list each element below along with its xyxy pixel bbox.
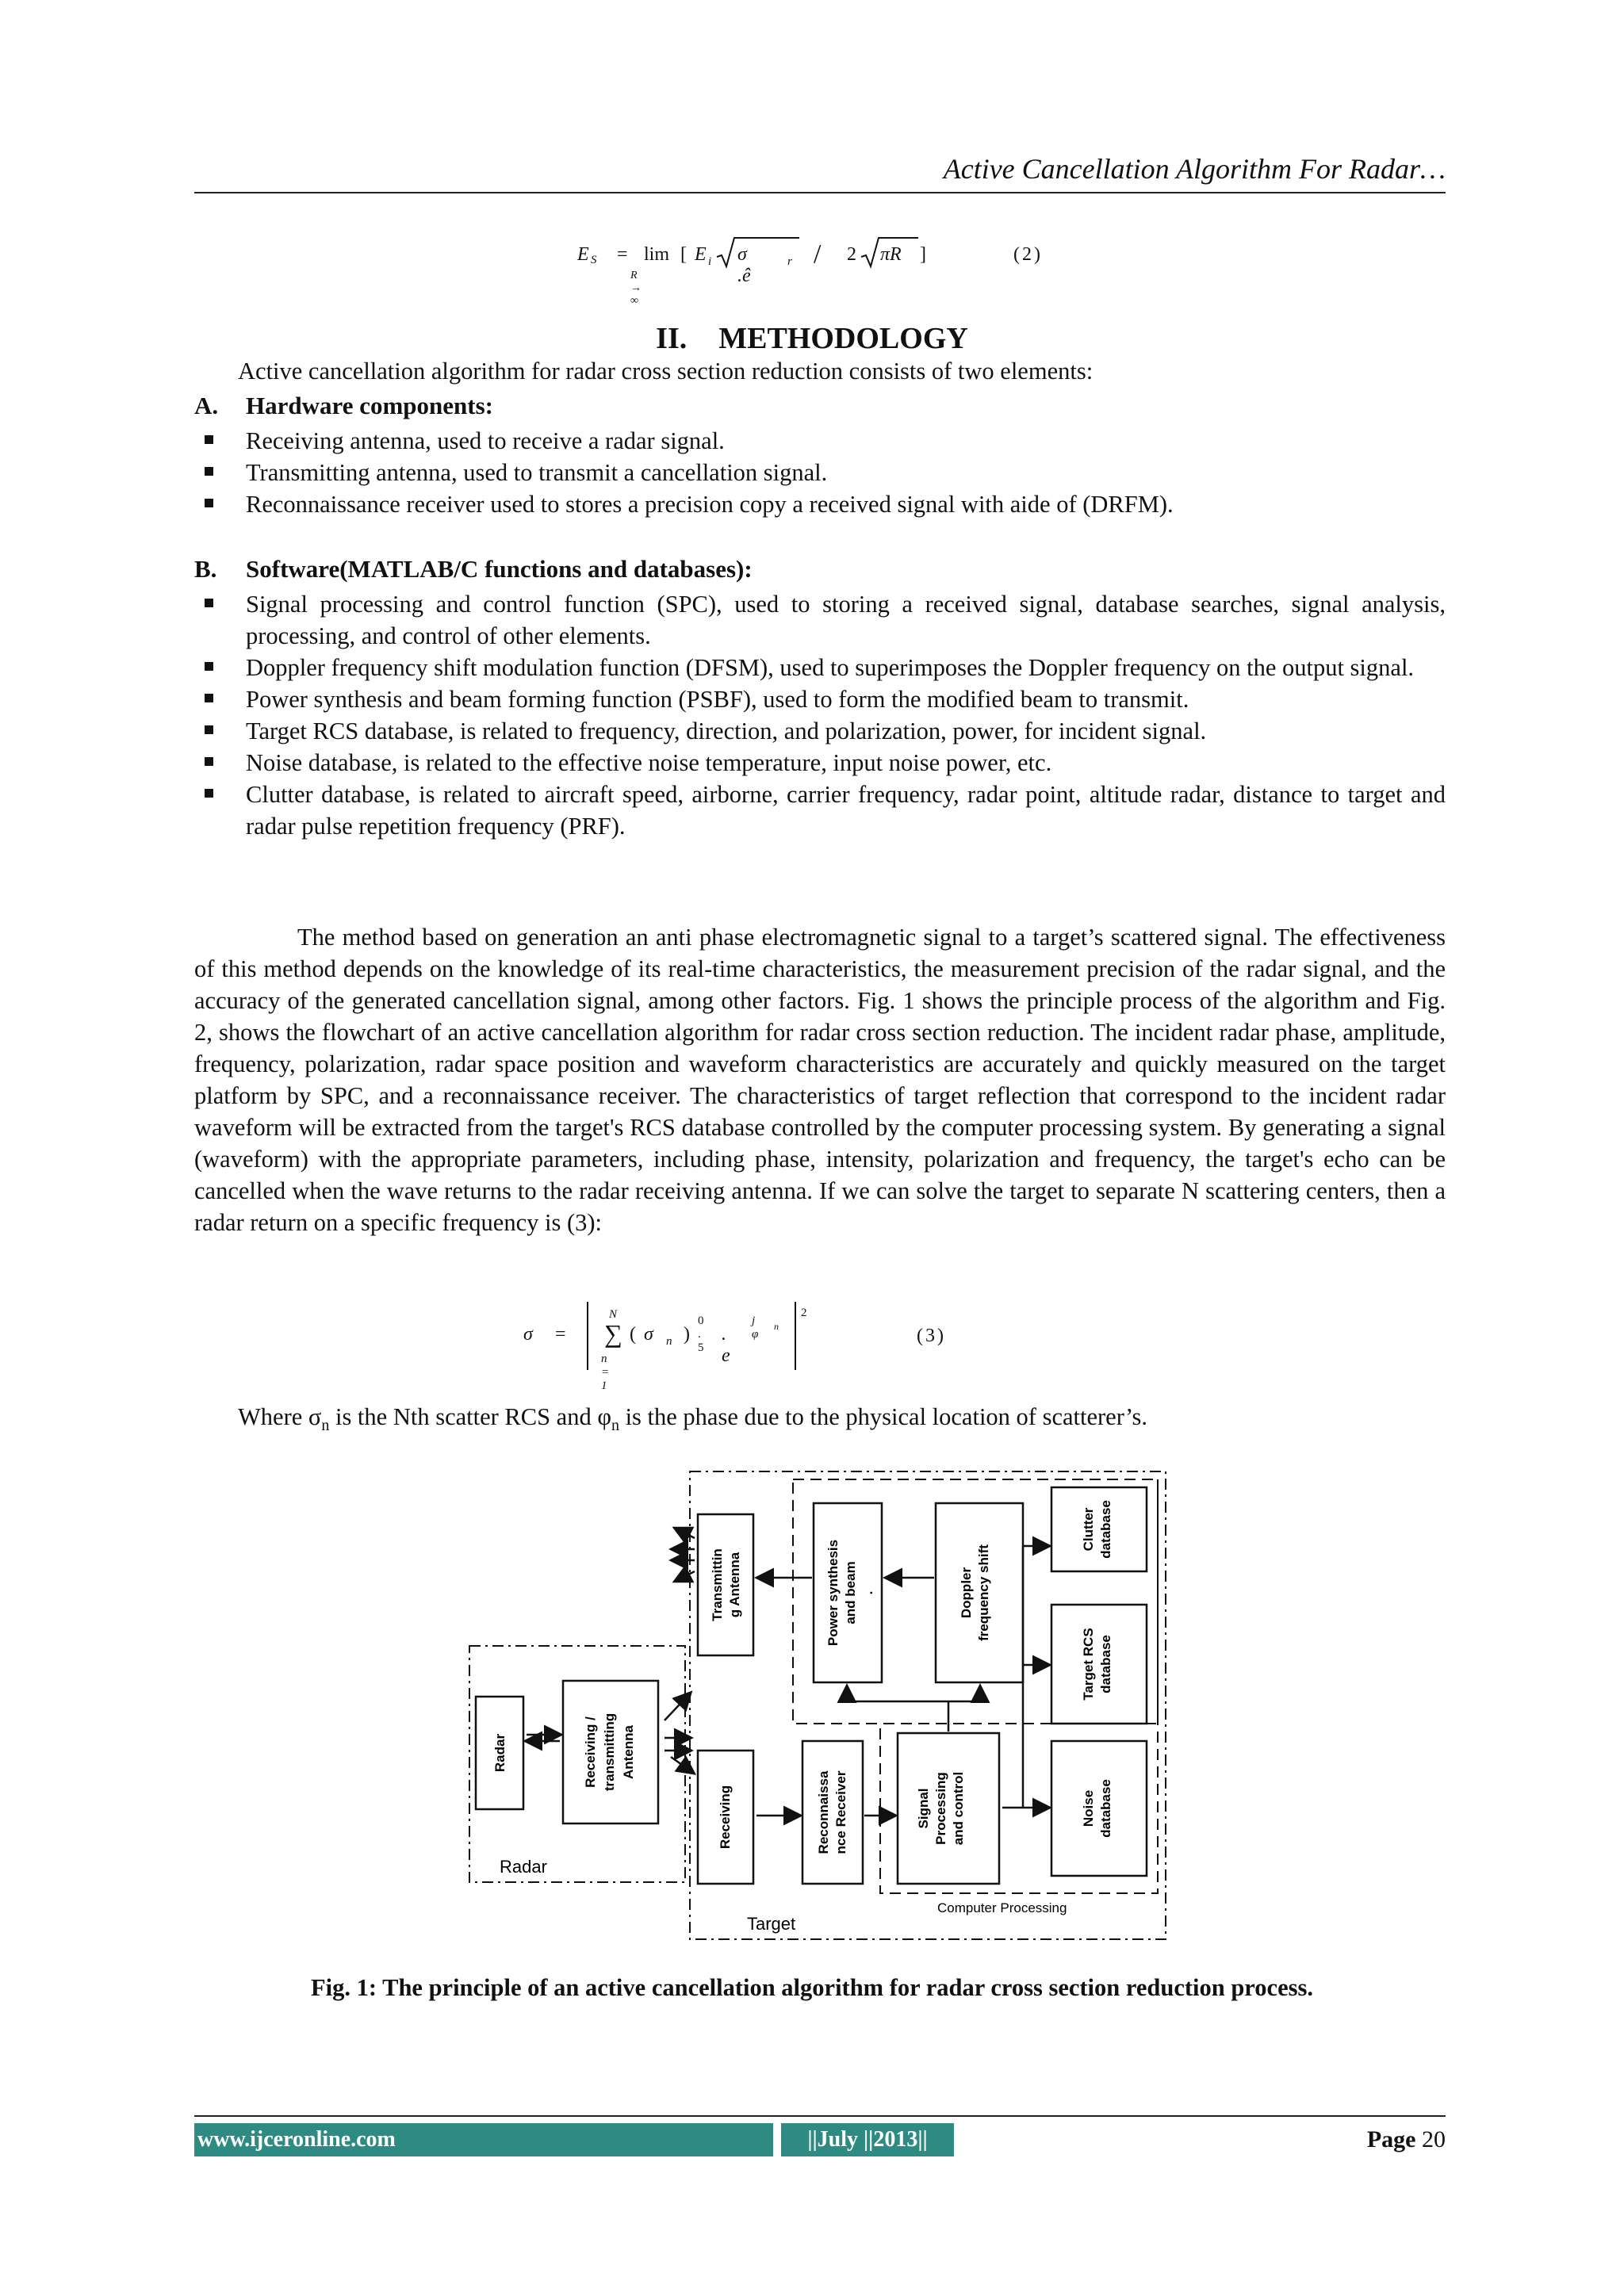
software-heading [194, 555, 753, 584]
radiate-arrow [676, 1571, 695, 1581]
target-rcs-database-label-1: Target RCS [1081, 1628, 1096, 1701]
eq3-dot-e: . e [722, 1324, 730, 1366]
eq3-sum-symbol: ∑ [604, 1319, 622, 1348]
eq3-sum-top: N [609, 1308, 618, 1321]
eq2-ei-sub: i [708, 255, 712, 268]
radar-block-label: Radar [492, 1733, 508, 1773]
list-item: Target RCS database, is related to frequency, direction, and polarization, power, for incident signal. [194, 715, 1446, 747]
eq2-er-sub: r [787, 255, 792, 268]
eq3-sigma-sub: n [666, 1335, 672, 1348]
methodology-intro: Active cancellation algorithm for radar cross section reduction consists of two elements: [238, 358, 1094, 385]
reconnaissance-label-1: Reconnaissa [816, 1770, 831, 1854]
footer-rule [194, 2115, 1446, 2117]
wave-arrow [665, 1693, 690, 1720]
eq2-equals: = [617, 244, 628, 265]
power-synthesis-label-2: and beam [843, 1561, 858, 1624]
signal-processing-block [898, 1733, 999, 1884]
footer-page [1367, 2123, 1446, 2156]
transmitting-antenna-block [698, 1514, 753, 1655]
eq3-abs-right [791, 1300, 799, 1372]
where-text-1: Where σ [238, 1403, 322, 1430]
list-item: Doppler frequency shift modulation function (DFSM), used to superimposes the Doppler frequency on the output signal. [194, 652, 1446, 683]
target-region-label: Target [747, 1914, 796, 1934]
eq2-bracket-close: ] [920, 244, 926, 265]
footer [194, 2123, 1446, 2156]
list-item: Noise database, is related to the effective noise temperature, input noise power, etc. [194, 747, 1446, 779]
figure-caption: Fig. 1: The principle of an active cancellation algorithm for radar cross section reduction process. [311, 1974, 1313, 2001]
doppler-label-1: Doppler [959, 1567, 974, 1619]
eq3-exp-sub: n [774, 1321, 779, 1332]
eq3-lhs: σ [523, 1324, 533, 1345]
eq3-outer-power: 2 [801, 1307, 807, 1319]
eq2-slash: / [814, 239, 822, 269]
eq3-equals: = [555, 1324, 566, 1345]
hardware-heading [194, 392, 493, 420]
radiate-arrow [676, 1529, 695, 1538]
eq2-lim: lim [644, 244, 670, 265]
eq2-bracket-open: [ [680, 244, 687, 265]
eq2-lhs: E [577, 244, 589, 265]
eq2-lhs-sub: S [591, 254, 597, 266]
list-item: Reconnaissance receiver used to stores a precision copy a received signal with aide of (DRFM). [194, 488, 1446, 520]
power-synthesis-label-1: Power synthesis [825, 1539, 841, 1647]
section-number: II. [656, 322, 688, 355]
reconnaissance-label-2: nce Receiver [833, 1770, 848, 1854]
noise-database-label-1: Noise [1081, 1789, 1096, 1827]
signal-processing-label-3: and control [951, 1771, 966, 1846]
eq3-paren-open: ( [630, 1324, 636, 1345]
footer-page-number: 20 [1422, 2126, 1446, 2152]
noise-database-label-2: database [1098, 1779, 1113, 1838]
transmitting-antenna-label-1: Transmittin [710, 1548, 725, 1621]
rx-tx-antenna-label-2: transmitting [602, 1712, 617, 1792]
list-item: Signal processing and control function (SPC), used to storing a received signal, database searches, signal analysis, processing, and control of other elements. [194, 588, 1446, 652]
receiving-label: Receiving [718, 1785, 733, 1850]
hardware-letter: A. [194, 392, 219, 419]
footer-date: ||July ||2013|| [781, 2123, 954, 2156]
section-heading [0, 321, 1624, 356]
software-title: Software(MATLAB/C functions and databases): [246, 555, 753, 583]
eq2-two: 2 [847, 244, 856, 265]
eq2-number: (2) [1013, 244, 1043, 265]
clutter-database-label-1: Clutter [1081, 1507, 1096, 1552]
eq2-lim-sub: R → ∞ [630, 270, 642, 307]
computer-region-label: Computer Processing [937, 1900, 1067, 1915]
signal-processing-label-2: Processing [933, 1772, 948, 1845]
eq3-power: 0 . 5 [698, 1314, 704, 1354]
software-letter: B. [194, 555, 217, 583]
software-list [194, 588, 1446, 842]
where-sub-1: n [321, 1417, 330, 1435]
list-item: Transmitting antenna, used to transmit a cancellation signal. [194, 457, 1446, 488]
eq3-paren-close: ) [684, 1324, 690, 1345]
section-title: METHODOLOGY [718, 322, 968, 355]
radar-region-label: Radar [500, 1857, 547, 1877]
header-rule [194, 192, 1446, 193]
reconnaissance-receiver-block [802, 1741, 863, 1884]
where-text-3: is the phase due to the physical location of scatterer’s. [619, 1403, 1147, 1430]
eq3-abs-left [584, 1300, 592, 1372]
signal-processing-label-1: Signal [916, 1788, 931, 1829]
running-title: Active Cancellation Algorithm For Radar… [943, 153, 1446, 185]
where-text-2: is the Nth scatter RCS and φ [329, 1403, 611, 1430]
eq3-number: (3) [917, 1326, 946, 1346]
hardware-list [194, 425, 1446, 520]
eq3-sigma: σ [644, 1324, 653, 1345]
transmitting-antenna-label-2: g Antenna [727, 1552, 742, 1618]
eq2-sqrt-content: σ .ê [737, 244, 751, 286]
figure-1-diagram [452, 1459, 1174, 1950]
rx-tx-antenna-label-3: Antenna [621, 1725, 636, 1779]
clutter-database-label-2: database [1098, 1500, 1113, 1559]
list-item: Receiving antenna, used to receive a radar signal. [194, 425, 1446, 457]
eq3-sum-bottom: n = 1 [601, 1353, 610, 1392]
eq2-sqrt2-content: πR [880, 244, 902, 265]
doppler-label-2: frequency shift [976, 1544, 991, 1641]
list-item: Clutter database, is related to aircraft speed, airborne, carrier frequency, radar point, altitude radar, distance to target and radar pulse repetition frequency (PRF). [194, 779, 1446, 842]
footer-website: www.ijceronline.com [194, 2123, 773, 2156]
eq3-exp: j φ [752, 1314, 759, 1341]
body-paragraph: The method based on generation an anti phase electromagnetic signal to a target’s scattered signal. The effectiveness of this method depends on the knowledge of its real-time characteristics, the measurement precision of the radar signal, and the accuracy of the generated cancellation signal, among other factors. Fig. 1 shows the principle process of the algorithm and Fig. 2, shows the flowchart of an active cancellation algorithm for radar cross section reduction. The incident radar phase, amplitude, frequency, polarization, radar space position and waveform characteristics are accurately and quickly measured on the target platform by SPC, and a reconnaissance receiver. The characteristics of target reflection that correspond to the incident radar waveform will be extracted from the target's RCS database controlled by the computer processing system. By generating a signal (waveform) with the appropriate parameters, including phase, intensity, polarization and frequency, the target's echo can be cancelled when the wave returns to the radar receiving antenna. If we can solve the target to separate N scattering centers, then a radar return on a specific frequency is (3): [194, 924, 1446, 1236]
eq2-ei: E [695, 244, 707, 265]
target-rcs-database-label-2: database [1098, 1635, 1113, 1693]
list-item: Power synthesis and beam forming function (PSBF), used to form the modified beam to transmit. [194, 683, 1446, 715]
footer-page-label: Page [1366, 2126, 1416, 2152]
where-sub-2: n [611, 1417, 619, 1435]
rx-tx-antenna-label-1: Receiving / [583, 1716, 598, 1788]
where-line [238, 1403, 1147, 1435]
hardware-title: Hardware components: [246, 392, 493, 419]
power-synthesis-label-3: . [860, 1590, 875, 1595]
